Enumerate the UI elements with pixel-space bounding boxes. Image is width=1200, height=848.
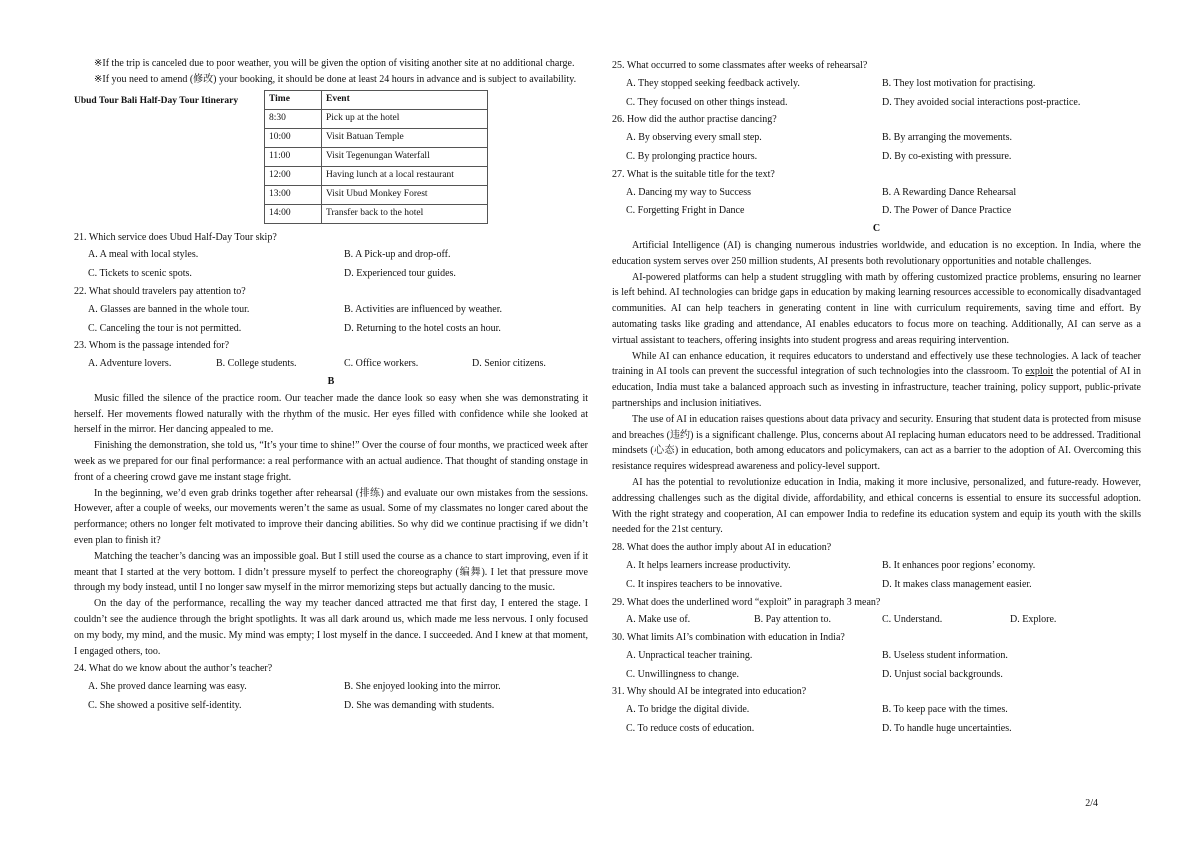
option-a: A. Adventure lovers. — [88, 358, 172, 370]
table-row — [265, 166, 488, 185]
passage-c-paragraph: AI has the potential to revolutionize education in India, making it more inclusive, personalized, and future-ready. However, addressing challenges such as the digital divide, affordability, and ethical concerns is essential to ensure its successful adoption. With the right strategy and cooperation, AI can empower India to redefine its education system and equip its youth with the skills needed for the 21st century. — [612, 476, 1141, 536]
option-d: D. Experienced tour guides. — [344, 268, 456, 280]
option-c: C. Understand. — [882, 614, 943, 626]
option-d: D. Unjust social backgrounds. — [882, 668, 1003, 680]
option-d: D. To handle huge uncertainties. — [882, 723, 1012, 735]
section-b-heading: B — [327, 375, 335, 387]
table-row — [265, 109, 488, 128]
question-options — [612, 185, 1141, 220]
option-d: D. By co-existing with pressure. — [882, 150, 1012, 162]
option-c: C. It inspires teachers to be innovative. — [626, 578, 783, 590]
question-22 — [74, 284, 588, 336]
question-25 — [612, 58, 1141, 110]
passage-c-paragraph-3 — [612, 349, 1141, 412]
question-23 — [74, 338, 588, 372]
question-options — [612, 558, 1141, 593]
option-d: D. Explore. — [1010, 614, 1057, 626]
option-b: B. It enhances poor regions’ economy. — [882, 559, 1036, 571]
passage-b-paragraph: On the day of the performance, recalling the way my teacher danced attracted me that first day, I entered the stage. I couldn’t see the audience through the bright spotlights. It was all dark around us, which made me less nervous. I only focused on my body, my mind, and the music. My mind was empty; I lost myself in the dance. I succeeded. And I knew at that moment, I engaged others, too. — [74, 598, 588, 657]
table-row — [265, 147, 488, 166]
table-row — [265, 128, 488, 147]
row-event: Visit Tegenungan Waterfall — [322, 147, 488, 166]
option-b: B. By arranging the movements. — [882, 132, 1012, 144]
option-b: B. A Rewarding Dance Rehearsal — [882, 186, 1017, 198]
question-stem: 29. What does the underlined word “exploit” in paragraph 3 mean? — [612, 596, 881, 608]
row-event: Pick up at the hotel — [322, 109, 488, 128]
question-31 — [612, 684, 1141, 736]
question-21 — [74, 230, 588, 282]
row-event: Visit Ubud Monkey Forest — [322, 185, 488, 204]
option-b: B. They lost motivation for practising. — [882, 77, 1036, 89]
underlined-word: exploit — [1025, 366, 1054, 378]
row-time: 13:00 — [265, 185, 322, 204]
option-d: D. She was demanding with students. — [344, 699, 495, 711]
option-d: D. Senior citizens. — [472, 358, 546, 370]
question-29 — [612, 595, 1141, 629]
option-d: D. Returning to the hotel costs an hour. — [344, 322, 501, 334]
passage-c-paragraph: AI-powered platforms can help a student struggling with math by offering customized practice problems, ensuring no learner is left behind. AI technologies can bridge gaps in education by making learning resources accessible to economically disadvantaged communities. AI can help teachers in generating content in line with curriculum requirements, saving time and effort. By automating tasks like grading and attendance, AI enables educators to focus more on teaching. Additionally, AI can serve as a virtual assistant to teachers, offering insights into student progress and areas requiring intervention. — [612, 271, 1141, 346]
table-row — [265, 204, 488, 223]
option-a: A. To bridge the digital divide. — [626, 704, 750, 716]
row-time: 11:00 — [265, 147, 322, 166]
weather-note: ※If the trip is canceled due to poor weather, you will be given the option of visiting another site at no additional charge. — [94, 58, 575, 69]
question-27 — [612, 167, 1141, 219]
question-stem: 22. What should travelers pay attention to? — [74, 285, 246, 297]
option-c: C. Tickets to scenic spots. — [88, 268, 192, 280]
option-b: B. College students. — [216, 358, 297, 370]
question-stem: 23. Whom is the passage intended for? — [74, 340, 230, 352]
paragraph-text: the potential of AI in education, India must take a balanced approach such as investing in infrastructure, teacher training, policy support, public-private partnerships and inclusion initiatives. — [612, 366, 1141, 409]
option-d: D. It makes class management easier. — [882, 578, 1032, 590]
question-options — [612, 612, 1141, 628]
question-26 — [612, 112, 1141, 164]
option-b: B. Pay attention to. — [754, 614, 831, 626]
question-options — [612, 130, 1141, 165]
passage-b-paragraph: Matching the teacher’s dancing was an impossible goal. But I still used the course as a chance to start improving, even if it meant that I started at the very bottom. I didn’t pressure myself to perfect the choreography (编舞). I let that pressure move through my body instead, until I no longer saw myself in the mirror memorizing steps but actually dancing to the music. — [74, 550, 588, 594]
question-options — [74, 679, 588, 714]
question-stem: 30. What limits AI’s combination with education in India? — [612, 632, 845, 644]
option-a: A. By observing every small step. — [626, 132, 762, 144]
passage-b-paragraph: Finishing the demonstration, she told us, “It’s your time to shine!” Over the course of four months, we practiced week after week as we prepared for our final performance: a real performance with an actual audience. That thought of standing onstage in front of a cheering crowd gave me instant stage fright. — [74, 440, 588, 483]
option-d: D. The Power of Dance Practice — [882, 205, 1012, 217]
option-a: A. Dancing my way to Success — [626, 186, 751, 198]
option-a: A. Unpractical teacher training. — [626, 649, 753, 661]
question-options — [612, 76, 1141, 111]
question-28 — [612, 540, 1141, 592]
question-options — [74, 356, 588, 372]
option-c: C. Canceling the tour is not permitted. — [88, 322, 242, 334]
question-stem: 24. What do we know about the author’s teacher? — [74, 663, 273, 675]
option-b: B. She enjoyed looking into the mirror. — [344, 681, 501, 693]
event-header: Event — [322, 90, 488, 109]
row-event: Visit Batuan Temple — [322, 128, 488, 147]
option-a: A. Glasses are banned in the whole tour. — [88, 303, 250, 315]
option-a: A. A meal with local styles. — [88, 249, 199, 261]
option-b: B. A Pick-up and drop-off. — [344, 249, 451, 261]
option-c: C. Office workers. — [344, 358, 419, 370]
table-header-row — [265, 90, 488, 109]
row-event: Transfer back to the hotel — [322, 204, 488, 223]
left-column — [74, 56, 588, 716]
paragraph-text: While AI can enhance education, it requires educators to understand and effectively use these technologies. A lack of teacher training in AI tools can prevent the successful integration of such technologies into the classroom. To — [612, 350, 1141, 378]
option-c: C. Forgetting Fright in Dance — [626, 205, 745, 217]
question-options — [612, 648, 1141, 683]
question-options — [612, 702, 1141, 737]
option-b: B. Useless student information. — [882, 649, 1008, 661]
question-stem: 25. What occurred to some classmates after weeks of rehearsal? — [612, 60, 868, 71]
time-header: Time — [265, 90, 322, 109]
itinerary-table — [264, 90, 488, 224]
question-stem: 31. Why should AI be integrated into education? — [612, 686, 807, 698]
row-time: 12:00 — [265, 166, 322, 185]
question-stem: 21. Which service does Ubud Half-Day Tour skip? — [74, 231, 277, 243]
question-stem: 26. How did the author practise dancing? — [612, 114, 777, 126]
question-24 — [74, 661, 588, 713]
option-c: C. Unwillingness to change. — [626, 668, 740, 680]
passage-c-paragraph: Artificial Intelligence (AI) is changing numerous industries worldwide, and education is no exception. In India, where the education system serves over 250 million students, AI presents both revolutionary opportunities and notable challenges. — [612, 239, 1141, 267]
option-d: D. They avoided social interactions post-practice. — [882, 96, 1081, 108]
row-time: 10:00 — [265, 128, 322, 147]
row-event: Having lunch at a local restaurant — [322, 166, 488, 185]
passage-b-paragraph: In the beginning, we’d even grab drinks together after rehearsal (排练) and evaluate our own mistakes from the sessions. However, after a couple of weeks, our movements weren’t the same as usual. Some of my classmates no longer cared about the performance; others no longer felt motivated to improve their dancing abilities. So why did we continue practising if we didn’t even plan to finish it? — [74, 487, 588, 546]
row-time: 14:00 — [265, 204, 322, 223]
amend-note: ※If you need to amend (修改) your booking, it should be done at least 24 hours in advance and is subject to availability. — [94, 73, 577, 85]
option-a: A. She proved dance learning was easy. — [88, 681, 247, 693]
passage-b-paragraph: Music filled the silence of the practice room. Our teacher made the dance look so easy when she was demonstrating it herself. Her movements flowed naturally with the rhythm of the music. Her eyes filled with confidence while she looked at herself in the mirror. Her dancing appealed to me. — [74, 392, 588, 436]
page-number: 2/4 — [1085, 798, 1098, 809]
option-b: B. Activities are influenced by weather. — [344, 303, 503, 315]
option-a: A. Make use of. — [626, 614, 691, 626]
question-30 — [612, 630, 1141, 682]
right-column — [612, 56, 1141, 739]
passage-c-paragraph: The use of AI in education raises questions about data privacy and security. Ensuring that student data is protected from misuse and breaches (违约) is a significant challenge. Plus, concerns about AI replacing human educators need to be addressed. Traditional mindsets (心态) in education, both among educators and policymakers, can act as a barrier to the adoption of AI. Overcoming this resistance requires widespread awareness and policy-level support. — [612, 413, 1141, 473]
question-stem: 28. What does the author imply about AI in education? — [612, 542, 832, 554]
question-stem: 27. What is the suitable title for the text? — [612, 168, 775, 180]
itinerary-block — [74, 90, 588, 224]
option-a: A. It helps learners increase productivity. — [626, 559, 791, 571]
question-options — [74, 247, 588, 282]
itinerary-title: Ubud Tour Bali Half-Day Tour Itinerary — [74, 95, 239, 106]
question-options — [74, 302, 588, 337]
table-row — [265, 185, 488, 204]
option-c: C. To reduce costs of education. — [626, 723, 755, 735]
option-c: C. By prolonging practice hours. — [626, 150, 758, 162]
option-a: A. They stopped seeking feedback actively. — [626, 77, 800, 89]
option-c: C. She showed a positive self-identity. — [88, 699, 242, 711]
section-c-heading: C — [872, 223, 881, 235]
option-b: B. To keep pace with the times. — [882, 704, 1008, 716]
option-c: C. They focused on other things instead. — [626, 96, 788, 108]
row-time: 8:30 — [265, 109, 322, 128]
